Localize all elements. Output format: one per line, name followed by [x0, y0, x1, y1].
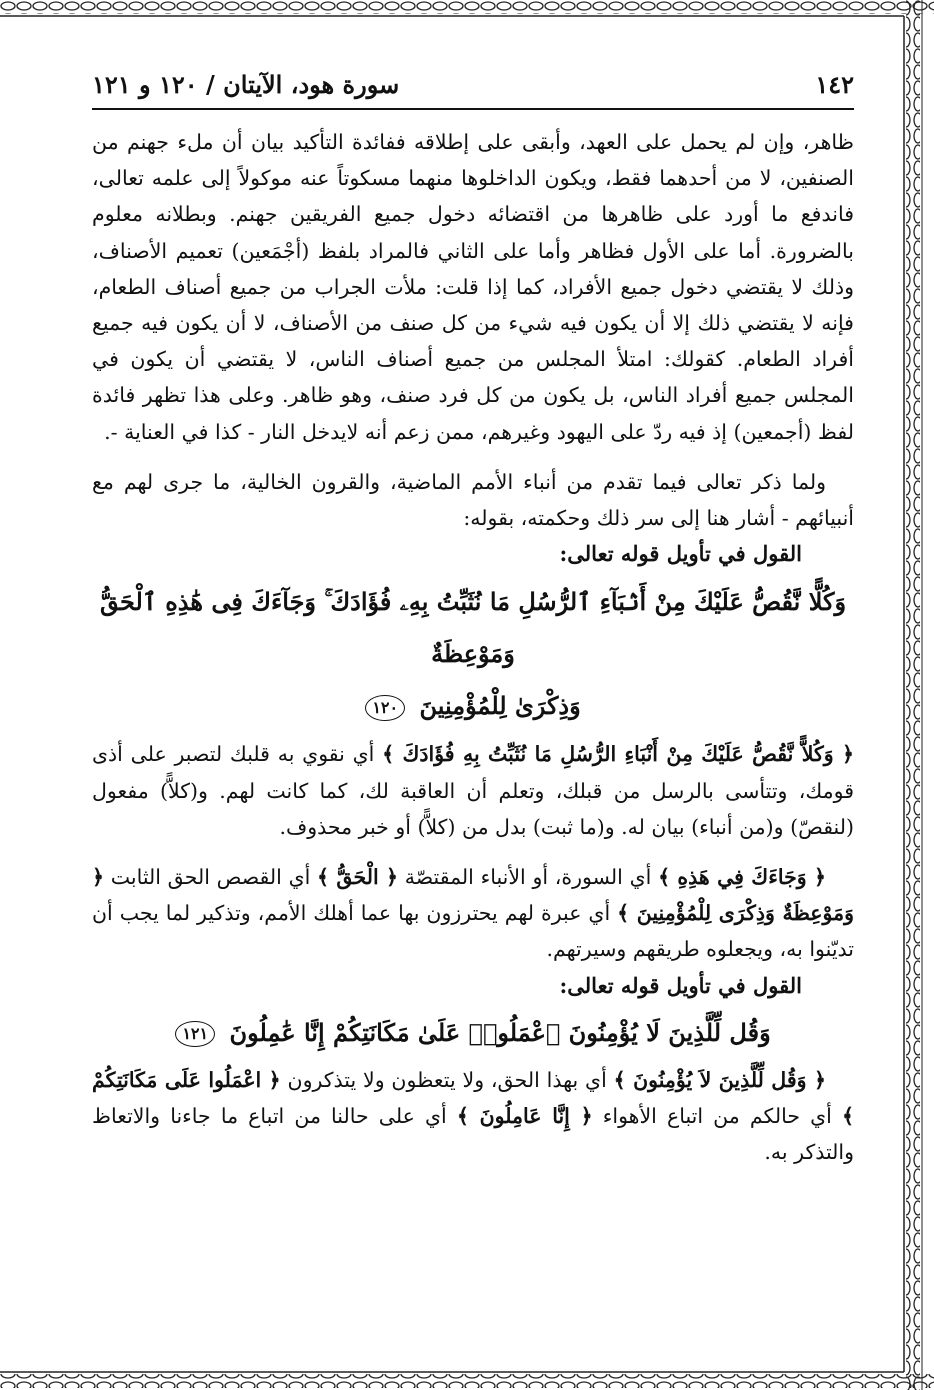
commentary-text: أي نقوي به قلبك لتصبر على أذى قومك، وتتأسى بالرسل من قبلك، وتعلم أن العاقبة لك، كما كانت لهم. و(كلاًّ) مفعول (لنقصّ) و(من أنباء) بيان له. و(ما ثبت) بدل من (كلاًّ) أو خبر محذوف.	[92, 742, 854, 839]
header-rule	[92, 108, 854, 110]
page-body	[92, 124, 854, 1170]
quran-quote: ﴿ وَقُل لِّلَّذِينَ لاَ يُؤْمِنُونَ ﴾	[613, 1067, 826, 1092]
page-header	[92, 64, 854, 104]
paragraph-3	[92, 736, 854, 845]
quran-quote: ﴿ وَمَوْعِظَةٌ وَذِكْرَى لِلْمُؤْمِنِينَ ﴾	[92, 865, 854, 926]
book-page	[92, 52, 854, 1332]
verse-line-1: وَكُلًّا نَّقُصُّ عَلَيْكَ مِنْ أَنۢبَآءِ ٱلرُّسُلِ مَا نُثَبِّتُ بِهِۦ فُؤَادَكَ ۚ وَجَآءَكَ فِى هَٰذِهِ ٱلْحَقُّ وَمَوْعِظَةٌ	[99, 587, 847, 669]
quran-verse-120	[92, 572, 854, 736]
quran-quote: ﴿ اعْمَلُوا عَلَى مَكَانَتِكُمْ ﴾	[92, 1067, 854, 1129]
quran-quote: ﴿ وَكُلاًّ نَّقُصُّ عَلَيْكَ مِنْ أَنْبَاءِ الرُّسُلِ مَا نُثَبِّتُ بِهِ فُؤَادَكَ ﴾	[382, 742, 854, 767]
commentary-text: أي عبرة لهم يحترزون بها عما أهلك الأمم، وتذكير لما يجب أن تديّنوا به، ويجعلوه طريقهم وسيرتهم.	[92, 901, 854, 962]
commentary-text: أي السورة، أو الأنباء المقتصّة	[398, 865, 659, 890]
commentary-text: أي بهذا الحق، ولا يتعظون ولا يتذكرون	[280, 1067, 614, 1092]
quran-quote: ﴿ إِنَّا عَامِلُونَ ﴾	[456, 1104, 593, 1129]
quran-verse-121	[92, 1004, 854, 1062]
verse-number-badge: ١٢١	[175, 1021, 215, 1047]
quran-quote: ﴿ الْحَقُّ ﴾	[317, 865, 399, 890]
verse-line-2-text: وَذِكْرَىٰ لِلْمُؤْمِنِينَ	[419, 691, 581, 721]
running-title: سورة هود، الآيتان / ١٢٠ و ١٢١	[92, 69, 400, 99]
section-heading-2: القول في تأويل قوله تعالى:	[559, 972, 802, 998]
paragraph-5	[92, 1062, 854, 1171]
quran-quote: ﴿ وَجَاءَكَ فِي هَذِهِ ﴾	[658, 865, 827, 890]
verse-line-2	[92, 680, 854, 732]
commentary-text: أي حالكم من اتباع الأهواء	[592, 1104, 842, 1129]
verse-number-badge: ١٢٠	[365, 695, 405, 721]
section-heading-1: القول في تأويل قوله تعالى:	[559, 541, 802, 567]
commentary-text: أي القصص الحق الثابت	[104, 865, 318, 890]
page-number: ١٤٢	[815, 69, 854, 99]
paragraph-1: ظاهر، وإن لم يحمل على العهد، وأبقى على إطلاقه ففائدة التأكيد بيان أن ملء جهنم من الصنفين، لا من أحدهما فقط، ويكون الداخلوها منهما مسكوتاً عنه موكولاً إلى علمه تعالى، فاندفع ما أورد على ظاهرها من اقتضائه دخول جميع الفريقين جهنم. وبطلانه معلوم بالضرورة. أما على الأول فظاهر وأما على الثاني فالمراد بلفظ (أجْمَعين) تعميم الأصناف، وذلك لا يقتضي دخول جميع الأفراد، كما إذا قلت: ملأت الجراب من جميع أصناف الطعام، فإنه لا يقتضي ذلك إلا أن يكون فيه شيء من كل صنف من الأصناف، لا أن يكون فيه جميع أفراد الطعام. كقولك: امتلأ المجلس من جميع أصناف الناس، لا يقتضي أن يكون في المجلس جميع أفراد الناس، بل يكون من كل فرد صنف، وهو ظاهر. وعلى هذا تظهر فائدة لفظ (أجمعين) إذ فيه ردّ على اليهود وغيرهم، ممن زعم أنه لايدخل النار - كذا في العناية -.	[92, 130, 854, 444]
verse-line-1: وَقُل لِّلَّذِينَ لَا يُؤْمِنُونَ ٱعْمَلُوا۟ عَلَىٰ مَكَانَتِكُمْ إِنَّا عَٰمِلُونَ	[229, 1017, 771, 1047]
paragraph-4	[92, 859, 854, 968]
commentary-text: أي على حالنا من اتباع ما جاءنا والاتعاظ والتذكر به.	[92, 1104, 854, 1165]
paragraph-2: ولما ذكر تعالى فيما تقدم من أنباء الأمم الماضية، والقرون الخالية، ما جرى لهم مع أنبيائهم - أشار هنا إلى سر ذلك وحكمته، بقوله:	[92, 469, 854, 531]
